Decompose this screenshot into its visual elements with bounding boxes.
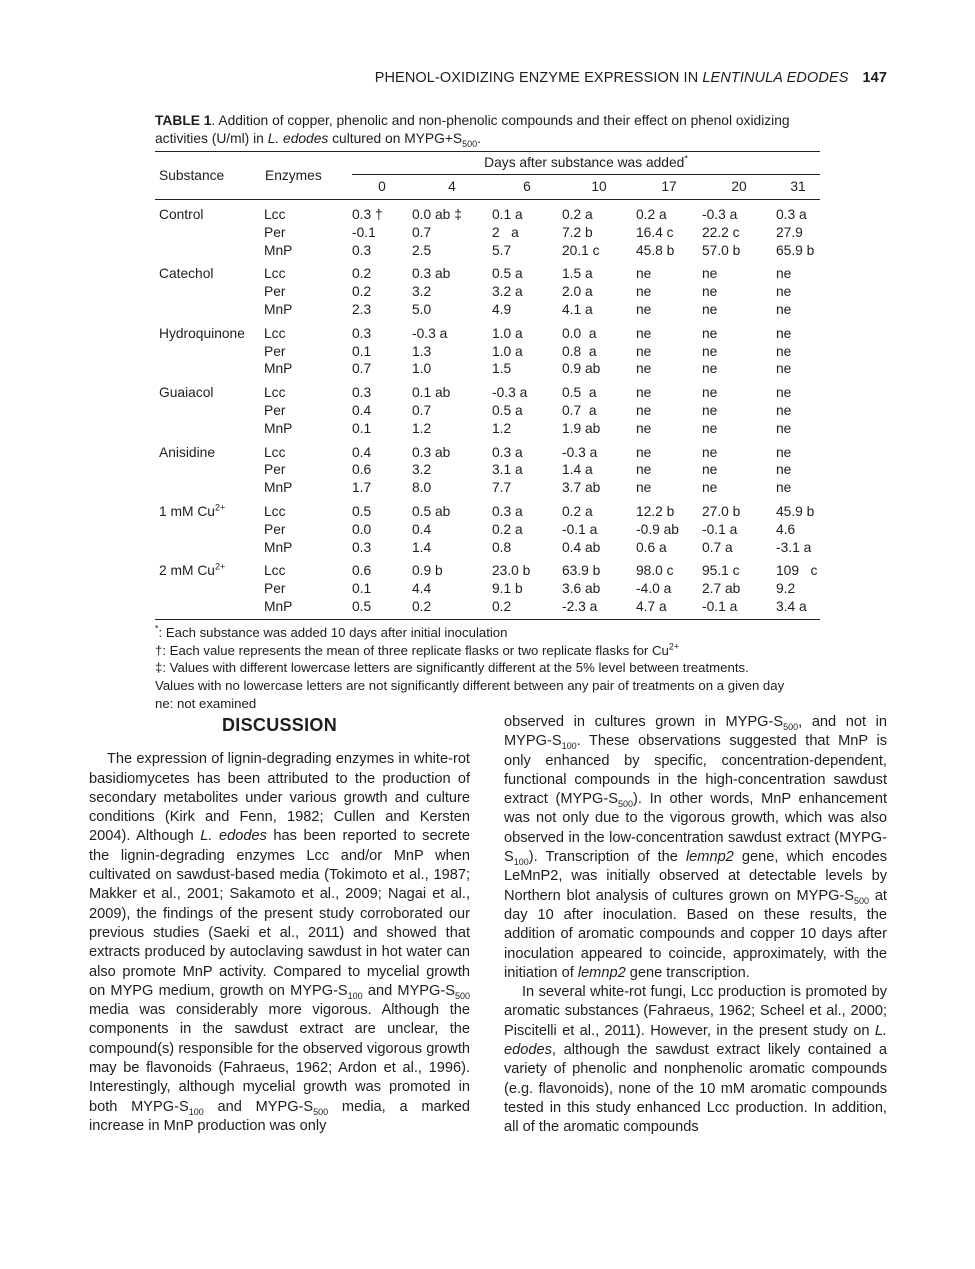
value-cell: 0.0 a — [562, 325, 597, 341]
value-cell: ne — [636, 343, 652, 359]
value-cell: ne — [776, 284, 792, 300]
value-cell: 0.3 ab — [412, 266, 451, 282]
table-row — [155, 301, 820, 319]
value-cell: 0.3 a — [492, 444, 523, 460]
section-heading: DISCUSSION — [221, 715, 338, 735]
table-body — [155, 200, 820, 620]
substance-name: 2 mM Cu — [159, 563, 215, 579]
value-cell: -0.9 ab — [636, 521, 679, 537]
text-run: and MYPG-S — [203, 1098, 314, 1115]
value-cell: 109 c — [776, 563, 818, 579]
value-cell: 4.1 a — [562, 301, 593, 317]
value-cell: 0.5 ab — [412, 503, 451, 519]
substance-cell — [155, 200, 264, 224]
value-cell: 7.2 b — [562, 224, 593, 240]
table-row — [155, 319, 820, 343]
enzyme-cell: Per — [264, 343, 286, 359]
substance-cell — [155, 343, 264, 361]
footnote-asterisk-text: : Each substance was added 10 days after initial inoculation — [158, 624, 508, 640]
substance-cell — [155, 438, 264, 462]
value-cell: 0.9 ab — [562, 361, 601, 377]
value-cell: 0.4 — [352, 402, 372, 418]
value-cell: -3.1 a — [776, 539, 812, 555]
text-run: gene transcription. — [625, 964, 750, 981]
value-cell: 8.0 — [412, 480, 432, 496]
value-cell: 0.1 a — [492, 207, 523, 222]
subscript: 500 — [454, 990, 471, 1001]
value-cell: -0.3 a — [492, 385, 528, 401]
value-cell: ne — [702, 402, 718, 418]
footnote-dagger-sup: 2+ — [668, 641, 680, 652]
value-cell: 2 a — [492, 224, 519, 240]
table-row — [155, 497, 820, 521]
value-cell: 16.4 c — [636, 224, 674, 240]
footnote-dagger — [155, 642, 820, 660]
value-cell: ne — [776, 462, 792, 478]
caption-medium: cultured on MYPG+S — [328, 131, 463, 146]
value-cell: 0.3 — [352, 539, 372, 555]
value-cell: -0.1 a — [702, 521, 738, 537]
table-row — [155, 402, 820, 420]
footnote-dagger-text: †: Each value represents the mean of three replicate flasks or two replicate flasks for Cu — [155, 642, 669, 658]
value-cell: ne — [702, 266, 718, 282]
value-cell: 0.3 — [352, 385, 372, 401]
value-cell: ne — [776, 444, 792, 460]
paragraph-right-1 — [504, 713, 887, 983]
caption-species: L. edodes — [267, 131, 329, 146]
value-cell: 1.2 — [492, 420, 512, 436]
value-cell: ne — [702, 480, 718, 496]
value-cell: -0.3 a — [702, 207, 738, 222]
substance-cell — [155, 497, 264, 521]
enzyme-cell: MnP — [264, 539, 293, 555]
subscript: 100 — [513, 856, 529, 867]
value-cell: ne — [776, 301, 792, 317]
value-cell: 12.2 b — [636, 503, 675, 519]
subscript: 500 — [313, 1106, 329, 1117]
substance-cell — [155, 283, 264, 301]
value-cell: ne — [776, 361, 792, 377]
subscript: 100 — [347, 990, 363, 1001]
value-cell: ne — [636, 462, 652, 478]
substance-name: Guaiacol — [159, 385, 214, 401]
text-run: , and not in MYPG-S — [504, 714, 887, 750]
value-cell: ne — [702, 343, 718, 359]
table-label: TABLE 1 — [155, 113, 212, 128]
value-cell: 0.3 — [352, 325, 372, 341]
running-head — [155, 70, 887, 86]
day-header-31: 31 — [790, 179, 806, 194]
column-left — [89, 713, 470, 1136]
enzyme-cell: MnP — [264, 242, 293, 258]
enzyme-cell: Lcc — [264, 385, 286, 401]
caption-end: . — [477, 131, 481, 146]
enzyme-cell: Per — [264, 402, 286, 418]
value-cell: 0.2 — [352, 284, 372, 300]
table-row — [155, 360, 820, 378]
value-cell: 0.1 ab — [412, 385, 451, 401]
value-cell: 2.7 ab — [702, 581, 741, 597]
value-cell: 45.9 b — [776, 503, 815, 519]
value-cell: ne — [636, 444, 652, 460]
subscript: 100 — [188, 1106, 204, 1117]
substance-name: 1 mM Cu — [159, 503, 215, 519]
substance-cell — [155, 301, 264, 319]
text-run: . These observations suggested that MnP is only enhanced by specific, concentration-dependent, functional compounds in the high-concentration sawdust extract (MYPG-S — [504, 733, 887, 808]
enzyme-cell: MnP — [264, 361, 293, 377]
text-run: media, a marked increase in MnP production was only — [89, 1098, 470, 1134]
value-cell: 0.3 — [352, 242, 372, 258]
value-cell: 22.2 c — [702, 224, 740, 240]
text-run: ). Transcription of the — [528, 849, 686, 866]
footnote-ddagger-2: Values with no lowercase letters are not significantly different between any pair of treatments on a given day — [155, 678, 785, 694]
table-row — [155, 580, 820, 598]
value-cell: ne — [702, 361, 718, 377]
value-cell: 0.7 — [412, 402, 432, 418]
value-cell: ne — [776, 480, 792, 496]
value-cell: 0.3 a — [776, 207, 807, 222]
value-cell: 0.2 a — [562, 207, 593, 222]
page-number: 147 — [862, 70, 887, 86]
value-cell: -0.1 a — [562, 521, 598, 537]
substance-cell — [155, 479, 264, 497]
substance-cell — [155, 242, 264, 260]
value-cell: ne — [702, 385, 718, 401]
value-cell: 95.1 c — [702, 563, 740, 579]
text-run: In several white-rot fungi, Lcc production is promoted by aromatic substances (Fahraeus, 1962; Scheel et al., 2000; Piscitelli et al., 2011). However, in the present study on — [504, 984, 887, 1039]
value-cell: 3.2 — [412, 462, 432, 478]
value-cell: 1.0 — [412, 361, 432, 377]
value-cell: 0.2 — [492, 598, 512, 614]
table-row — [155, 461, 820, 479]
value-cell: ne — [702, 301, 718, 317]
substance-cell — [155, 402, 264, 420]
value-cell: 0.3 ab — [412, 444, 451, 460]
substance-cell — [155, 461, 264, 479]
substance-cell — [155, 556, 264, 580]
value-cell: 0.1 — [352, 420, 372, 436]
value-cell: 45.8 b — [636, 242, 675, 258]
enzyme-cell: MnP — [264, 598, 293, 614]
footnote-ddagger-1: ‡: Values with different lowercase letters are significantly different at the 5% level between treatments. — [155, 660, 749, 676]
text-run: and MYPG-S — [362, 982, 455, 999]
table-row — [155, 598, 820, 619]
table-row — [155, 521, 820, 539]
value-cell: 20.1 c — [562, 242, 600, 258]
table-row — [155, 438, 820, 462]
text-run: at day 10 after inoculation. Based on these results, the addition of aromatic compounds and copper 10 days after inoculation appeared to coincide, approximately, with the initiation of — [504, 887, 887, 981]
value-cell: 2.0 a — [562, 284, 593, 300]
table-caption — [155, 112, 820, 148]
value-cell: 1.5 — [492, 361, 512, 377]
text-run: The expression of lignin-degrading enzymes in white-rot basidiomycetes has been attributed to the production of secondary metabolites under various growth and culture conditions (Kirk and Fenn, 1982; Cullen and Kersten 2004). Although — [89, 751, 470, 845]
value-cell: 3.1 a — [492, 462, 523, 478]
value-cell: 0.9 b — [412, 563, 443, 579]
italic-term: L. edodes — [504, 1022, 887, 1059]
value-cell: 0.5 — [352, 598, 372, 614]
text-run: ). In other words, MnP enhancement was not only due to the vigorous growth, which was also observed in the low-concentration sawdust extract (MYPG-S — [504, 791, 887, 866]
value-cell: 5.0 — [412, 301, 432, 317]
value-cell: 1.4 — [412, 539, 432, 555]
substance-superscript: 2+ — [214, 561, 226, 572]
substance-name: Hydroquinone — [159, 325, 245, 341]
value-cell: 0.1 — [352, 343, 372, 359]
enzyme-cell: Per — [264, 224, 286, 240]
value-cell: 0.4 — [412, 521, 432, 537]
day-header-17: 17 — [661, 179, 677, 194]
day-header-0: 0 — [378, 179, 386, 194]
value-cell: 0.5 — [352, 503, 372, 519]
value-cell: ne — [776, 420, 792, 436]
value-cell: ne — [776, 343, 792, 359]
value-cell: 1.9 ab — [562, 420, 601, 436]
table-row — [155, 200, 820, 224]
value-cell: 2.5 — [412, 242, 432, 258]
substance-cell — [155, 521, 264, 539]
value-cell: ne — [776, 266, 792, 282]
value-cell: -0.3 a — [562, 444, 598, 460]
value-cell: 1.2 — [412, 420, 432, 436]
value-cell: 1.5 a — [562, 266, 593, 282]
value-cell: 0.6 — [352, 462, 372, 478]
value-cell: 0.8 — [492, 539, 512, 555]
value-cell: ne — [702, 284, 718, 300]
value-cell: 0.0 — [352, 521, 372, 537]
value-cell: 3.2 — [412, 284, 432, 300]
value-cell: 9.1 b — [492, 581, 523, 597]
running-title: PHENOL-OXIDIZING ENZYME EXPRESSION IN — [374, 70, 703, 86]
table-footnotes — [155, 624, 820, 713]
value-cell: 0.6 a — [636, 539, 667, 555]
value-cell: ne — [636, 420, 652, 436]
value-cell: -0.1 — [352, 224, 376, 240]
value-cell: ne — [636, 284, 652, 300]
table-row — [155, 242, 820, 260]
table-row — [155, 283, 820, 301]
value-cell: 4.6 — [776, 521, 796, 537]
enzyme-cell: Per — [264, 581, 286, 597]
enzyme-cell: Lcc — [264, 444, 286, 460]
enzyme-cell: Per — [264, 521, 286, 537]
value-cell: 0.2 a — [492, 521, 523, 537]
enzyme-cell: Lcc — [264, 207, 286, 222]
value-cell: -0.1 a — [702, 598, 738, 614]
enzyme-cell: Lcc — [264, 563, 286, 579]
column-right — [504, 713, 887, 1138]
value-cell: 1.7 — [352, 480, 372, 496]
value-cell: ne — [702, 325, 718, 341]
substance-cell — [155, 378, 264, 402]
value-cell: 7.7 — [492, 480, 512, 496]
value-cell: 0.5 a — [492, 402, 523, 418]
value-cell: 0.4 ab — [562, 539, 601, 555]
subscript: 500 — [854, 895, 870, 906]
footnote-asterisk — [155, 624, 820, 642]
running-title-italic: LENTINULA EDODES — [702, 70, 849, 86]
value-cell: 27.0 b — [702, 503, 741, 519]
value-cell: 0.2 a — [636, 207, 667, 222]
value-cell: 23.0 b — [492, 563, 531, 579]
value-cell: ne — [776, 385, 792, 401]
enzyme-cell: Lcc — [264, 266, 286, 282]
value-cell: 0.4 — [352, 444, 372, 460]
value-cell: 0.7 a — [562, 402, 597, 418]
enzyme-cell: Lcc — [264, 503, 286, 519]
header-days-label: Days after substance was added — [484, 155, 685, 170]
caption-text: . Addition of copper, phenolic and non-phenolic compounds and their effect on phenol oxidizing activities (U/ml) in — [155, 113, 790, 146]
substance-superscript: 2+ — [214, 502, 226, 513]
value-cell: ne — [636, 402, 652, 418]
subscript: 100 — [561, 741, 577, 752]
text-run: observed in cultures grown in MYPG-S — [504, 714, 784, 730]
day-header-4: 4 — [448, 179, 456, 194]
table-row — [155, 378, 820, 402]
substance-cell — [155, 580, 264, 598]
substance-cell — [155, 224, 264, 242]
value-cell: 3.4 a — [776, 598, 807, 614]
table-row — [155, 259, 820, 283]
value-cell: 65.9 b — [776, 242, 815, 258]
text-run: gene, which encodes LeMnP2, was initially observed at detectable levels by Northern blot analysis of cultures grown on MYPG-S — [504, 849, 888, 904]
day-header-20: 20 — [731, 179, 747, 194]
value-cell: 0.3 † — [352, 207, 383, 222]
substance-name: Control — [159, 207, 204, 222]
table-row — [155, 343, 820, 361]
header-enzymes: Enzymes — [264, 152, 352, 200]
footnote-asterisk-mark: * — [155, 623, 159, 634]
italic-term: lemnp2 — [685, 849, 734, 866]
value-cell: ne — [776, 325, 792, 341]
caption-subscript: 500 — [462, 138, 478, 149]
table-row — [155, 420, 820, 438]
substance-cell — [155, 319, 264, 343]
value-cell: ne — [636, 385, 652, 401]
value-cell: 0.7 a — [702, 539, 733, 555]
header-substance: Substance — [155, 152, 264, 200]
value-cell: -0.3 a — [412, 325, 448, 341]
enzyme-cell: Per — [264, 284, 286, 300]
subscript: 500 — [617, 799, 633, 810]
value-cell: -4.0 a — [636, 581, 672, 597]
value-cell: ne — [702, 420, 718, 436]
substance-name: Anisidine — [159, 444, 215, 460]
value-cell: ne — [702, 444, 718, 460]
italic-term: L. edodes — [200, 828, 267, 845]
value-cell: 27.9 — [776, 224, 803, 240]
data-table — [155, 151, 820, 620]
value-cell: ne — [636, 325, 652, 341]
italic-term: lemnp2 — [577, 964, 626, 981]
enzyme-cell: MnP — [264, 420, 293, 436]
header-days — [352, 152, 820, 175]
value-cell: 57.0 b — [702, 242, 741, 258]
value-cell: 63.9 b — [562, 563, 601, 579]
table-row — [155, 479, 820, 497]
value-cell: 9.2 — [776, 581, 796, 597]
paragraph-left-1 — [89, 750, 470, 1136]
footnote-ne: ne: not examined — [155, 695, 257, 711]
enzyme-cell: Lcc — [264, 325, 286, 341]
value-cell: ne — [636, 301, 652, 317]
value-cell: 0.2 — [412, 598, 432, 614]
value-cell: 0.2 — [352, 266, 372, 282]
value-cell: 98.0 c — [636, 563, 674, 579]
subscript: 500 — [783, 721, 799, 732]
value-cell: 0.7 — [412, 224, 432, 240]
value-cell: 0.6 — [352, 563, 372, 579]
enzyme-cell: Per — [264, 462, 286, 478]
value-cell: ne — [636, 480, 652, 496]
substance-cell — [155, 420, 264, 438]
value-cell: 0.1 — [352, 581, 372, 597]
value-cell: 0.8 a — [562, 343, 597, 359]
value-cell: 4.7 a — [636, 598, 667, 614]
value-cell: 0.3 a — [492, 503, 523, 519]
value-cell: 1.4 a — [562, 462, 593, 478]
value-cell: 0.5 a — [562, 385, 597, 401]
value-cell: ne — [776, 402, 792, 418]
header-days-mark: * — [684, 153, 688, 164]
table-row — [155, 224, 820, 242]
value-cell: 0.2 a — [562, 503, 593, 519]
value-cell: 1.3 — [412, 343, 432, 359]
value-cell: 3.7 ab — [562, 480, 601, 496]
paragraph-right-2 — [504, 983, 887, 1137]
substance-name: Catechol — [159, 266, 214, 282]
substance-cell — [155, 360, 264, 378]
value-cell: 2.3 — [352, 301, 372, 317]
text-run: , although the sawdust extract likely contained a variety of phenolic and nonphenolic aromatic compounds (e.g. flavonoids), none of the 10 mM aromatic compounds tested in this study enhanced Lcc production. In addition, all of the aromatic compounds — [504, 1042, 887, 1136]
text-run: has been reported to secrete the lignin-degrading enzymes Lcc and/or MnP when cultivated on sawdust-based media (Tokimoto et al., 1987; Makker et al., 2001; Sakamoto et al., 2009; Nagai et al., 2009), the findings of the present study corroborated our previous studies (Saeki et al., 2011) and showed that extracts produced by autoclaving sawdust in hot water can also promote MnP activity. Compared to mycelial growth on MYPG medium, growth on MYPG-S — [89, 828, 471, 999]
text-run: media was considerably more vigorous. Although the components in the sawdust extract are unclear, the compound(s) responsible for the observed vigorous growth may be flavonoids (Fahraeus, 1962; Ardon et al., 1996). Interestingly, although mycelial growth was promoted in both MYPG-S — [89, 1002, 470, 1115]
day-header-6: 6 — [523, 179, 531, 194]
value-cell: 3.6 ab — [562, 581, 601, 597]
day-header-10: 10 — [591, 179, 607, 194]
value-cell: ne — [636, 361, 652, 377]
value-cell: 5.7 — [492, 242, 512, 258]
value-cell: 0.5 a — [492, 266, 523, 282]
value-cell: 0.0 ab ‡ — [412, 207, 462, 222]
enzyme-cell: MnP — [264, 301, 293, 317]
value-cell: 1.0 a — [492, 325, 523, 341]
value-cell: 0.7 — [352, 361, 372, 377]
value-cell: -2.3 a — [562, 598, 598, 614]
substance-cell — [155, 598, 264, 619]
value-cell: 4.9 — [492, 301, 512, 317]
enzyme-cell: MnP — [264, 480, 293, 496]
substance-cell — [155, 259, 264, 283]
value-cell: 3.2 a — [492, 284, 523, 300]
value-cell: 4.4 — [412, 581, 432, 597]
substance-cell — [155, 539, 264, 557]
table-block — [155, 112, 820, 713]
table-row — [155, 539, 820, 557]
value-cell: ne — [636, 266, 652, 282]
table-row — [155, 556, 820, 580]
value-cell: ne — [702, 462, 718, 478]
value-cell: 1.0 a — [492, 343, 523, 359]
